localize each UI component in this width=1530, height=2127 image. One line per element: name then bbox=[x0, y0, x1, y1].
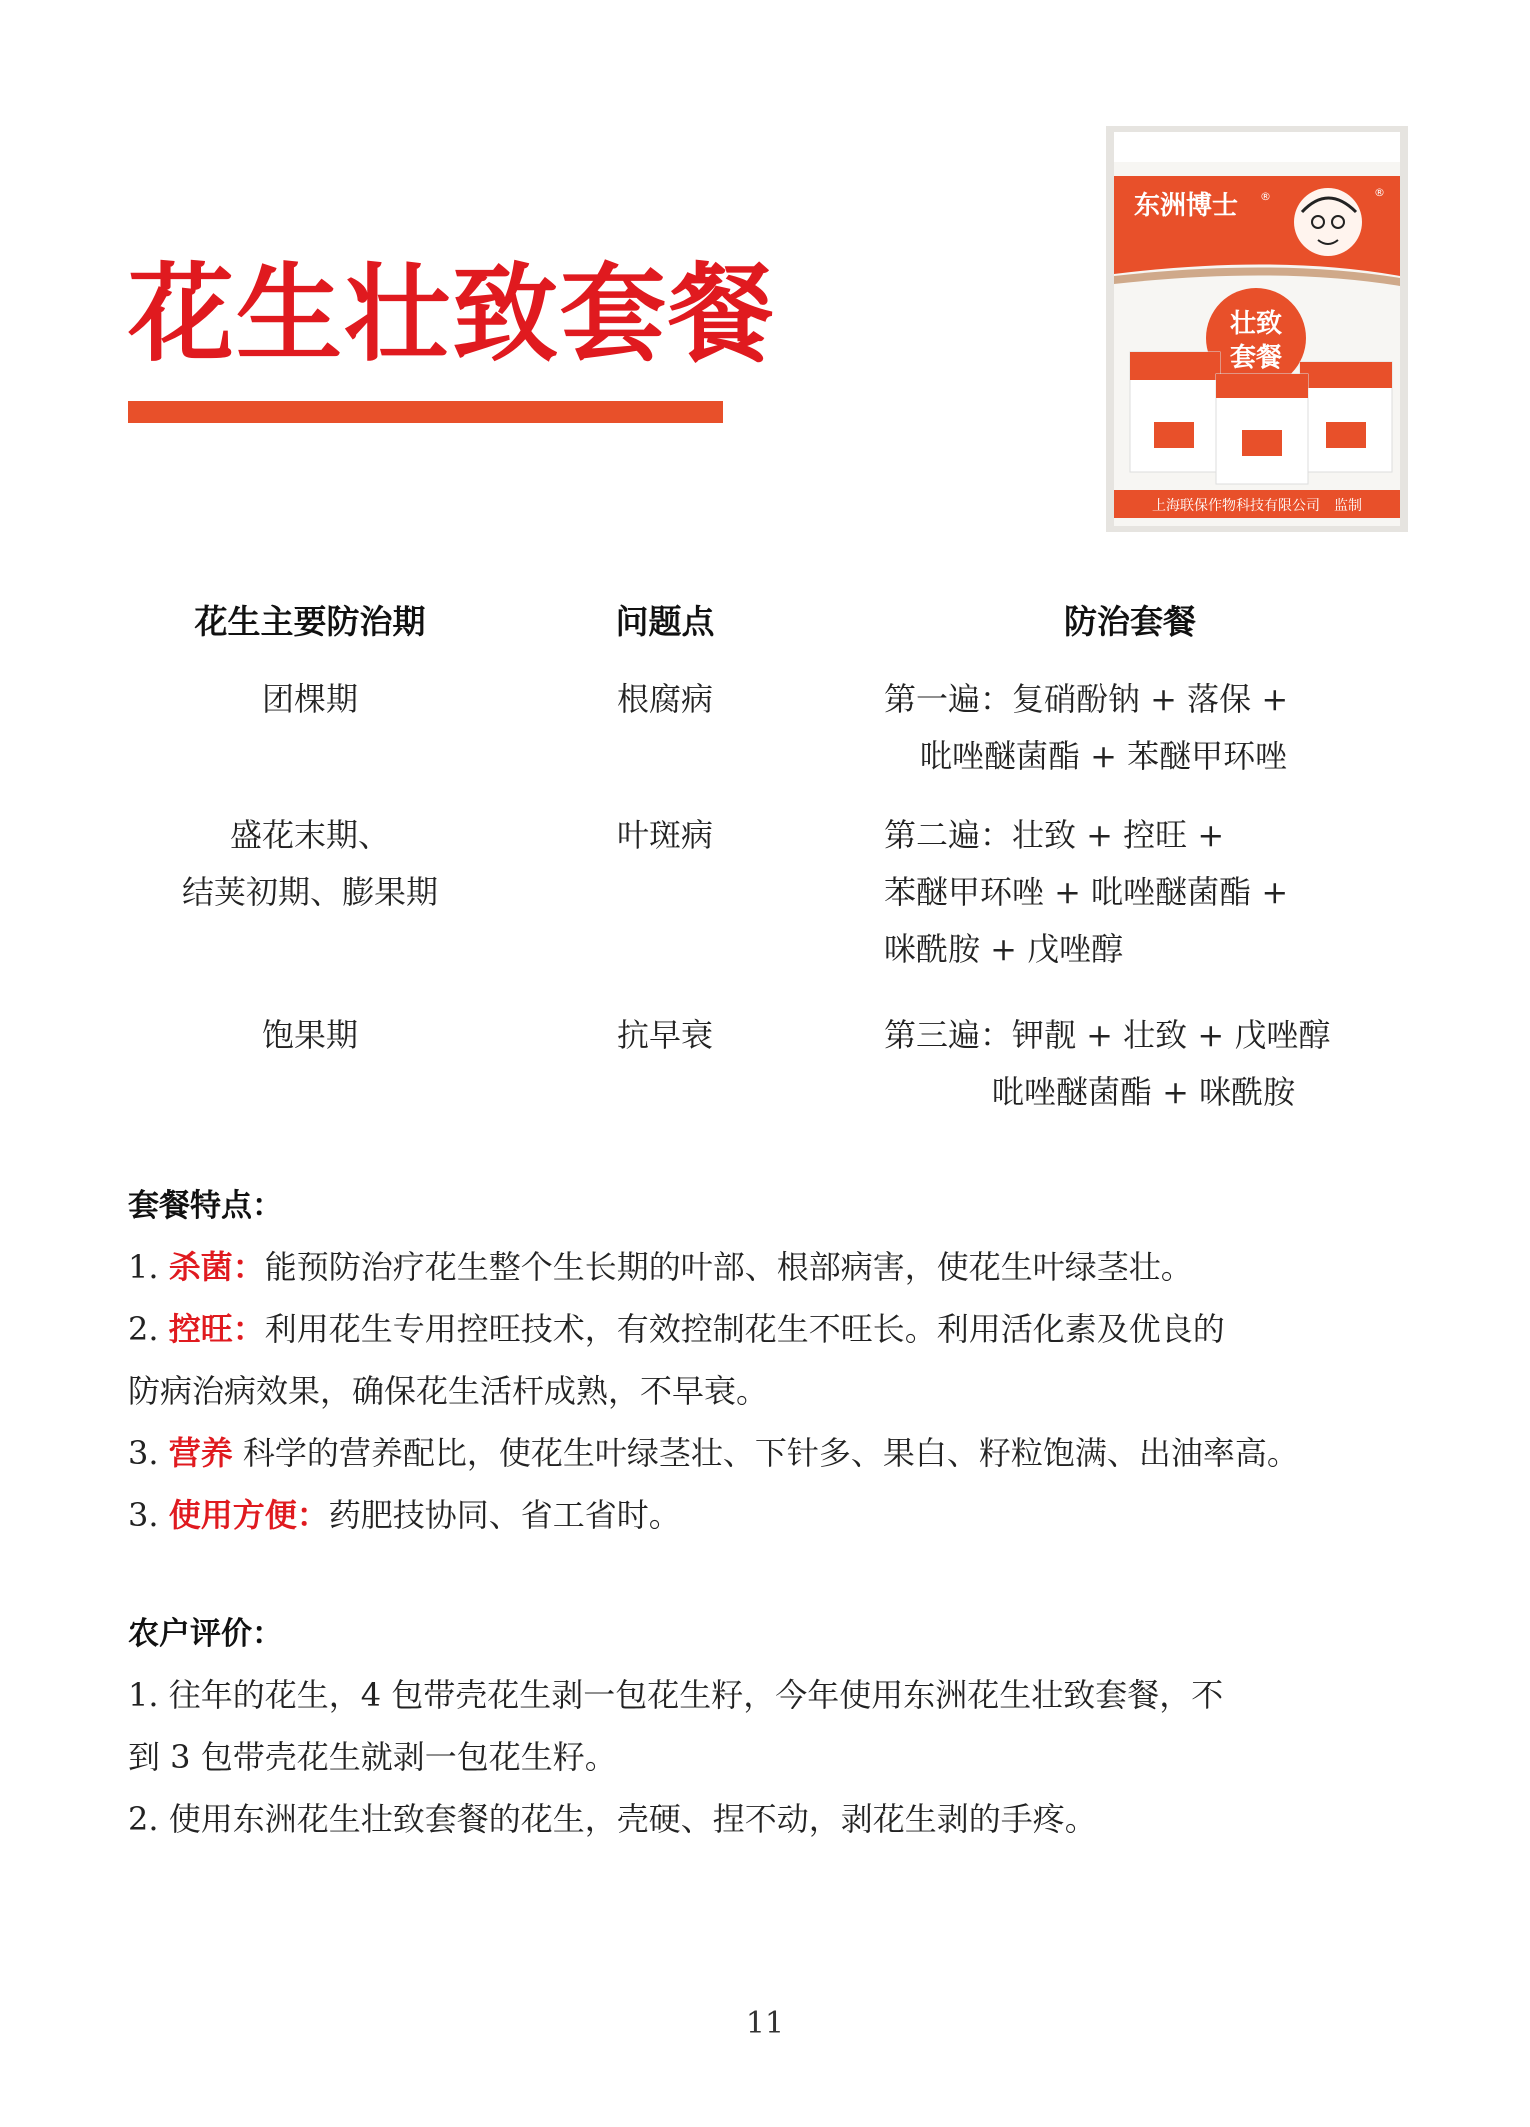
review-item-2: 2. 使用东洲花生壮致套餐的花生，壳硬、捏不动，剥花生剥的手疼。 bbox=[128, 1800, 1097, 1838]
review-item-1-cont: 到 3 包带壳花生就剥一包花生籽。 bbox=[128, 1738, 617, 1776]
registered-mark-2: ® bbox=[1374, 186, 1385, 199]
feature-item-2 bbox=[128, 1298, 1225, 1360]
feature-label: 杀菌： bbox=[168, 1248, 265, 1286]
table-row-2-period-line1: 盛花末期、 bbox=[229, 816, 390, 854]
package-product-line2: 套餐 bbox=[1229, 343, 1283, 373]
table-row-1-issue: 根腐病 bbox=[616, 680, 713, 718]
product-package-image bbox=[1106, 126, 1408, 532]
features-heading: 套餐特点： bbox=[128, 1188, 283, 1224]
review-item-1: 1. 往年的花生，4 包带壳花生剥一包花生籽，今年使用东洲花生壮致套餐，不 bbox=[128, 1676, 1224, 1714]
feature-num: 1. bbox=[128, 1248, 169, 1286]
page-number: 11 bbox=[745, 2006, 785, 2041]
feature-item-3 bbox=[128, 1422, 1299, 1484]
feature-label: 控旺： bbox=[168, 1310, 265, 1348]
title-underline-bar bbox=[128, 401, 723, 423]
table-row-1-plan-line2: 吡唑醚菌酯 + 苯醚甲环唑 bbox=[920, 737, 1288, 775]
table-row-1-period: 团棵期 bbox=[261, 680, 358, 718]
feature-text: 能预防治疗花生整个生长期的叶部、根部病害，使花生叶绿茎壮。 bbox=[264, 1248, 1193, 1286]
feature-num: 3. bbox=[128, 1434, 169, 1472]
package-brand: 东洲博士 bbox=[1134, 191, 1239, 221]
package-maker: 上海联保作物科技有限公司 监制 bbox=[1152, 498, 1362, 514]
table-row-2-plan-line2: 苯醚甲环唑 + 吡唑醚菌酯 + bbox=[884, 873, 1289, 911]
feature-label: 使用方便： bbox=[168, 1496, 329, 1534]
table-row-3-plan-line2: 吡唑醚菌酯 + 咪酰胺 bbox=[992, 1073, 1296, 1111]
feature-num: 3. bbox=[128, 1496, 169, 1534]
feature-num: 2. bbox=[128, 1310, 169, 1348]
table-header-period: 花生主要防治期 bbox=[194, 602, 426, 641]
small-packet-left bbox=[1130, 352, 1220, 472]
reviews-heading: 农户评价： bbox=[128, 1616, 283, 1652]
table-row-2-plan-line1: 第二遍：壮致 + 控旺 + bbox=[884, 816, 1225, 854]
table-row-2-period-line2: 结荚初期、膨果期 bbox=[181, 873, 438, 911]
package-product-line1: 壮致 bbox=[1229, 309, 1283, 339]
registered-mark: ® bbox=[1260, 190, 1271, 203]
table-row-3-period: 饱果期 bbox=[261, 1016, 358, 1054]
feature-item-4 bbox=[128, 1484, 681, 1546]
feature-item-1 bbox=[128, 1236, 1193, 1298]
table-row-1-plan-line1: 第一遍：复硝酚钠 + 落保 + bbox=[884, 680, 1289, 718]
table-header-issue: 问题点 bbox=[615, 602, 715, 641]
feature-label: 营养 bbox=[168, 1434, 233, 1472]
page-title: 花生壮致套餐 bbox=[128, 253, 776, 376]
table-row-3-plan-line1: 第三遍：钾靓 + 壮致 + 戊唑醇 bbox=[884, 1016, 1331, 1054]
small-packet-center bbox=[1216, 374, 1308, 484]
small-packet-right bbox=[1300, 362, 1392, 472]
table-header-plan: 防治套餐 bbox=[1064, 602, 1196, 641]
feature-item-2-cont: 防病治病效果，确保花生活杆成熟，不早衰。 bbox=[128, 1372, 769, 1410]
table-row-2-issue: 叶斑病 bbox=[616, 816, 713, 854]
feature-text: 药肥技协同、省工省时。 bbox=[328, 1496, 681, 1534]
feature-text: 利用花生专用控旺技术，有效控制花生不旺长。利用活化素及优良的 bbox=[264, 1310, 1225, 1348]
table-row-2-plan-line3: 咪酰胺 + 戊唑醇 bbox=[884, 930, 1124, 968]
feature-text: 科学的营养配比，使花生叶绿茎壮、下针多、果白、籽粒饱满、出油率高。 bbox=[242, 1434, 1299, 1472]
table-row-3-issue: 抗早衰 bbox=[616, 1016, 713, 1054]
